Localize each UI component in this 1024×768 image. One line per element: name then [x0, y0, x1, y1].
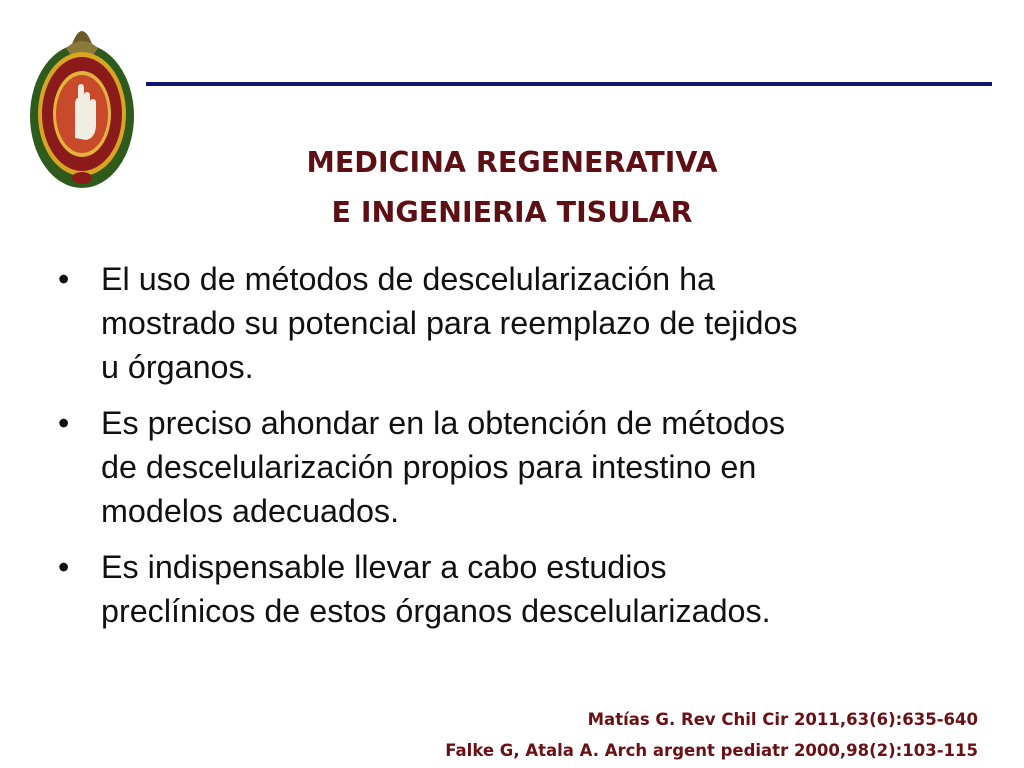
bullet-line: El uso de métodos de descelularización ha — [101, 261, 716, 297]
title-line-2: E INGENIERIA TISULAR — [331, 196, 693, 229]
header-rule — [146, 82, 992, 86]
bullet-line: u órganos. — [101, 349, 254, 385]
bullet-line: preclínicos de estos órganos descelularizados. — [101, 593, 771, 629]
references — [445, 704, 978, 766]
bullet-item — [58, 257, 988, 389]
institutional-seal-icon — [26, 14, 138, 190]
reference-line: Matías G. Rev Chil Cir 2011,63(6):635-640 — [587, 710, 978, 729]
reference-line: Falke G, Atala A. Arch argent pediatr 2000,98(2):103-115 — [445, 741, 978, 760]
bullet-mark: • — [58, 405, 70, 441]
bullet-line: Es indispensable llevar a cabo estudios — [101, 549, 667, 585]
bullet-line: mostrado su potencial para reemplazo de tejidos — [101, 305, 798, 341]
bullet-line: de descelularización propios para intestino en — [101, 449, 757, 485]
bullet-item — [58, 401, 988, 533]
bullet-line: modelos adecuados. — [101, 493, 400, 529]
bullet-list — [58, 257, 988, 645]
bullet-line: Es preciso ahondar en la obtención de métodos — [101, 405, 786, 441]
bullet-mark: • — [58, 261, 70, 297]
title-line-1: MEDICINA REGENERATIVA — [306, 146, 718, 179]
slide-title — [150, 138, 874, 238]
bullet-mark: • — [58, 549, 70, 585]
bullet-item — [58, 545, 988, 633]
